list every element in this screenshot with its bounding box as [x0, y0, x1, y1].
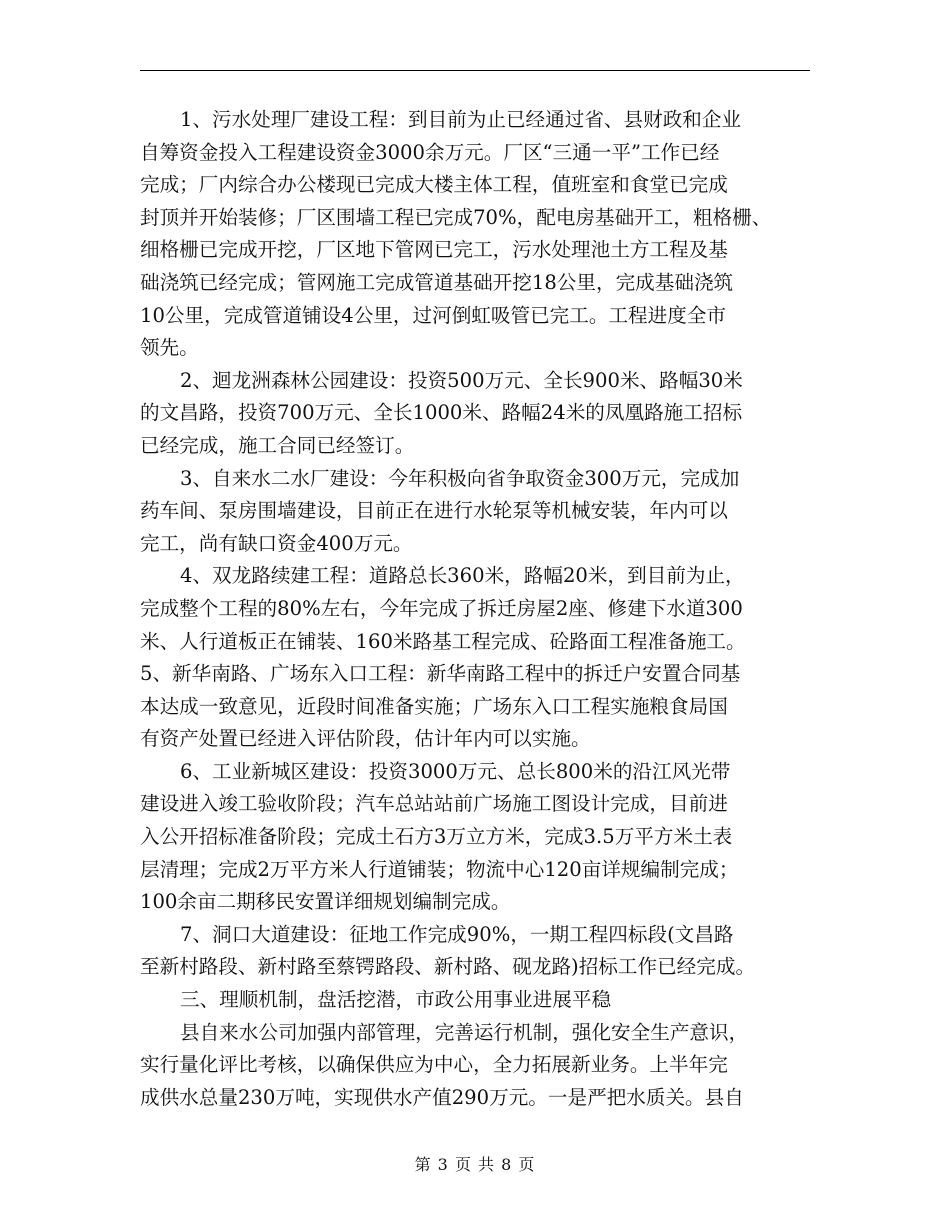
- text-line: 领先。: [140, 336, 199, 360]
- text-line: 县自来水公司加强内部管理，完善运行机制，强化安全生产意识，: [180, 1020, 749, 1044]
- text-line: 实行量化评比考核，以确保供应为中心，全力拓展新业务。上半年完: [140, 1053, 728, 1077]
- text-line: 10公里，完成管道铺设4公里，过河倒虹吸管已完工。工程进度全市: [140, 303, 727, 327]
- text-line: 细格栅已完成开挖，厂区地下管网已完工，污水处理池土方工程及基: [140, 238, 728, 262]
- text-line: 本达成一致意见，近段时间准备实施；广场东入口工程实施粮食局国: [140, 694, 728, 718]
- text-line: 入公开招标准备阶段；完成土石方3万立方米，完成3.5万平方米土表: [140, 825, 733, 849]
- text-line: 完工，尚有缺口资金400万元。: [140, 531, 413, 555]
- text-line: 封顶并开始装修；厂区围墙工程已完成70%，配电房基础开工，粗格栅、: [140, 205, 772, 229]
- text-line: 100余亩二期移民安置详细规划编制完成。: [140, 890, 511, 914]
- text-line: 自筹资金投入工程建设资金3000余万元。厂区“三通一平”工作已经: [140, 140, 720, 164]
- text-line: 三、理顺机制，盘活挖潜，市政公用事业进展平稳: [180, 988, 612, 1012]
- header-rule: [140, 70, 810, 71]
- text-line: 5、新华南路、广场东入口工程：新华南路工程中的拆迁户安置合同基: [140, 662, 741, 686]
- text-line: 4、双龙路续建工程：道路总长360米，路幅20米，到目前为止，: [180, 564, 745, 588]
- text-line: 有资产处置已经进入评估阶段，估计年内可以实施。: [140, 727, 591, 751]
- document-body: [140, 104, 830, 1114]
- page-number-footer: 第 3 页 共 8 页: [414, 1155, 536, 1174]
- text-line: 已经完成，施工合同已经签订。: [140, 433, 415, 457]
- text-line: 药车间、泵房围墙建设，目前正在进行水轮泵等机械安装，年内可以: [140, 499, 728, 523]
- text-line: 米、人行道板正在铺装、160米路基工程完成、砼路面工程准备施工。: [140, 629, 746, 653]
- text-line: 至新村路段、新村路至蔡锷路段、新村路、砚龙路)招标工作已经完成。: [140, 955, 756, 979]
- text-line: 建设进入竣工验收阶段；汽车总站站前广场施工图设计完成，目前进: [140, 792, 728, 816]
- text-line: 1、污水处理厂建设工程：到目前为止已经通过省、县财政和企业: [180, 108, 742, 131]
- text-line: 完成；厂内综合办公楼现已完成大楼主体工程，值班室和食堂已完成: [140, 173, 728, 197]
- text-line: 完成整个工程的80%左右，今年完成了拆迁房屋2座、修建下水道300: [140, 596, 743, 620]
- text-line: 的文昌路，投资700万元、全长1000米、路幅24米的凤凰路施工招标: [140, 401, 743, 425]
- text-line: 础浇筑已经完成；管网施工完成管道基础开挖18公里，完成基础浇筑: [140, 270, 734, 294]
- text-line: 6、工业新城区建设：投资3000万元、总长800米的沿江风光带: [180, 759, 731, 783]
- text-line: 2、迴龙洲森林公园建设：投资500万元、全长900米、路幅30米: [180, 368, 743, 392]
- text-line: 成供水总量230万吨，实现供水产值290万元。一是严把水质关。县自: [140, 1085, 744, 1109]
- text-line: 3、自来水二水厂建设：今年积极向省争取资金300万元，完成加: [180, 466, 740, 490]
- text-line: 7、洞口大道建设：征地工作完成90%，一期工程四标段(文昌路: [180, 922, 734, 946]
- text-line: 层清理；完成2万平方米人行道铺装；物流中心120亩详规编制完成；: [140, 857, 739, 881]
